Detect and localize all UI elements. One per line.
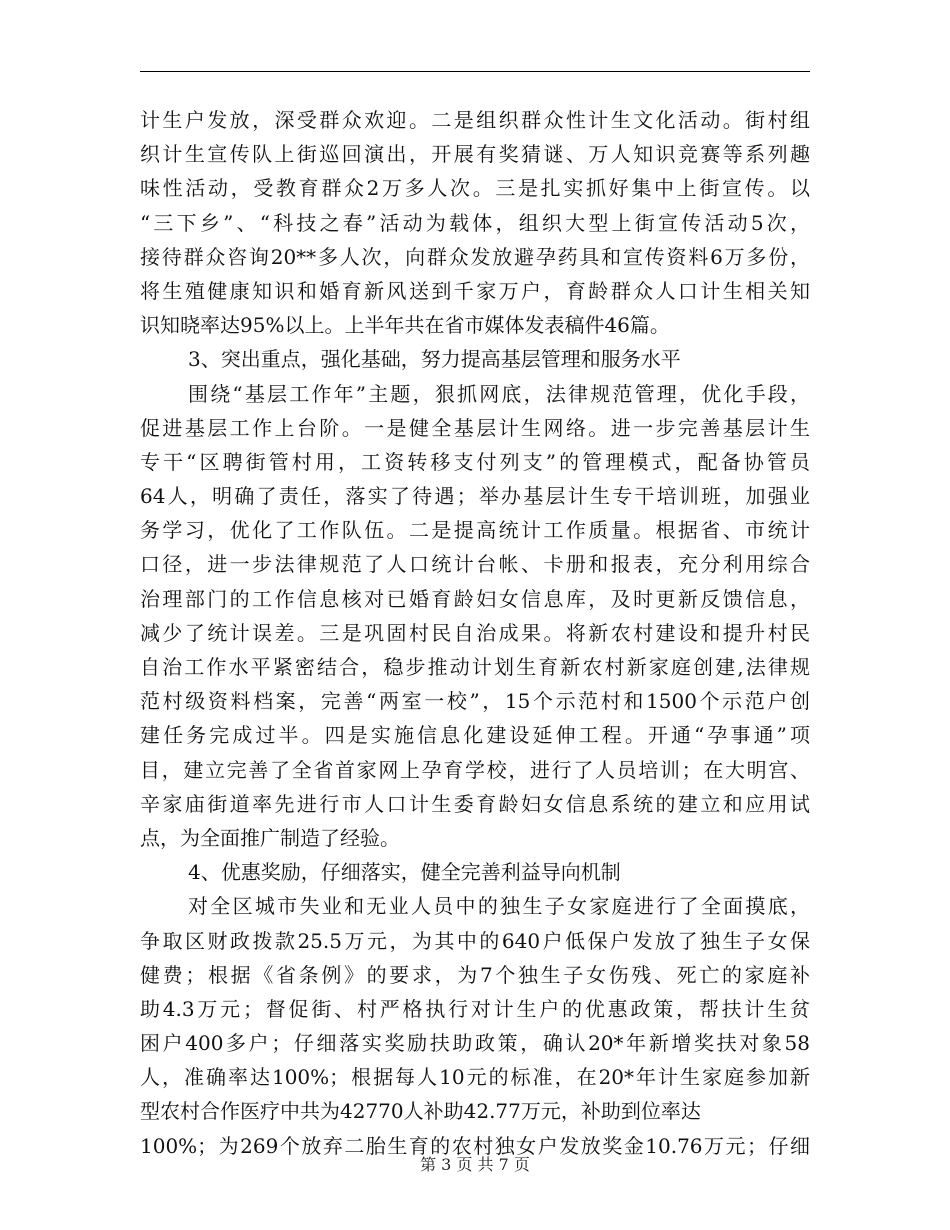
- text-line: 建任务完成过半。四是实施信息化建设延伸工程。开通“孕事通”项: [140, 723, 810, 748]
- text-line: 100%；为269个放弃二胎生育的农村独女户发放奖金10.76万元；仔细: [140, 1133, 810, 1158]
- text-line: 目，建立完善了全省首家网上孕育学校，进行了人员培训；在大明宫、: [140, 757, 810, 782]
- header-rule: [140, 71, 810, 72]
- paragraph-end-line: 点，为全面推广制造了经验。: [140, 825, 400, 850]
- text-line: 型农村合作医疗中共为42770人补助42.77万元，补助到位率达: [140, 1099, 701, 1124]
- text-line: 专干“区聘街管村用，工资转移支付列支”的管理模式，配备协管员: [140, 449, 810, 474]
- text-line: 困户400多户；仔细落实奖励扶助政策，确认20*年新增奖扶对象58: [140, 1031, 810, 1056]
- text-line: 口径，进一步法律规范了人口统计台帐、卡册和报表，充分利用综合: [140, 552, 810, 577]
- page-number: 第 3 页 共 7 页: [420, 1155, 530, 1174]
- text-line: 味性活动，受教育群众2万多人次。三是扎实抓好集中上街宣传。以: [140, 176, 810, 201]
- text-line: 务学习，优化了工作队伍。二是提高统计工作质量。根据省、市统计: [140, 518, 810, 543]
- section-heading: 4、优惠奖励，仔细落实，健全完善利益导向机制: [188, 860, 621, 885]
- text-line: 将生殖健康知识和婚育新风送到千家万户，育龄群众人口计生相关知: [140, 278, 810, 303]
- text-line: 争取区财政拨款25.5万元，为其中的640户低保户发放了独生子女保: [140, 928, 810, 953]
- text-line: “三下乡”、“科技之春”活动为载体，组织大型上街宣传活动5次，: [140, 210, 810, 235]
- text-line: 促进基层工作上台阶。一是健全基层计生网络。进一步完善基层计生: [140, 415, 810, 440]
- paragraph-start-line: 对全区城市失业和无业人员中的独生子女家庭进行了全面摸底，: [188, 894, 810, 919]
- text-line: 自治工作水平紧密结合，稳步推动计划生育新农村新家庭创建,法律规: [140, 655, 810, 679]
- text-line: 计生户发放，深受群众欢迎。二是组织群众性计生文化活动。街村组: [140, 108, 810, 132]
- text-line: 织计生宣传队上街巡回演出，开展有奖猜谜、万人知识竞赛等系列趣: [140, 142, 810, 167]
- document-body: [140, 103, 810, 1163]
- paragraph-start-line: 围绕“基层工作年”主题，狠抓网底，法律规范管理，优化手段，: [188, 381, 810, 406]
- text-line: 范村级资料档案，完善“两室一校”，15个示范村和1500个示范户创: [140, 689, 810, 714]
- text-line: 辛家庙街道率先进行市人口计生委育龄妇女信息系统的建立和应用试: [140, 791, 810, 816]
- text-line: 减少了统计误差。三是巩固村民自治成果。将新农村建设和提升村民: [140, 620, 810, 645]
- text-line: 人，准确率达100%；根据每人10元的标准，在20*年计生家庭参加新: [140, 1065, 810, 1090]
- text-line: 接待群众咨询20**多人次，向群众发放避孕药具和宣传资料6万多份，: [140, 244, 810, 269]
- text-line: 助4.3万元；督促街、村严格执行对计生户的优惠政策，帮扶计生贫: [140, 996, 810, 1021]
- paragraph-end-line: 识知晓率达95%以上。上半年共在省市媒体发表稿件46篇。: [140, 313, 670, 338]
- section-heading: 3、突出重点，强化基础，努力提高基层管理和服务水平: [188, 347, 681, 372]
- text-line: 64人，明确了责任，落实了待遇；举办基层计生专干培训班，加强业: [140, 484, 810, 509]
- text-line: 健费；根据《省条例》的要求，为7个独生子女伤残、死亡的家庭补: [140, 962, 810, 987]
- text-line: 治理部门的工作信息核对已婚育龄妇女信息库，及时更新反馈信息，: [140, 586, 810, 611]
